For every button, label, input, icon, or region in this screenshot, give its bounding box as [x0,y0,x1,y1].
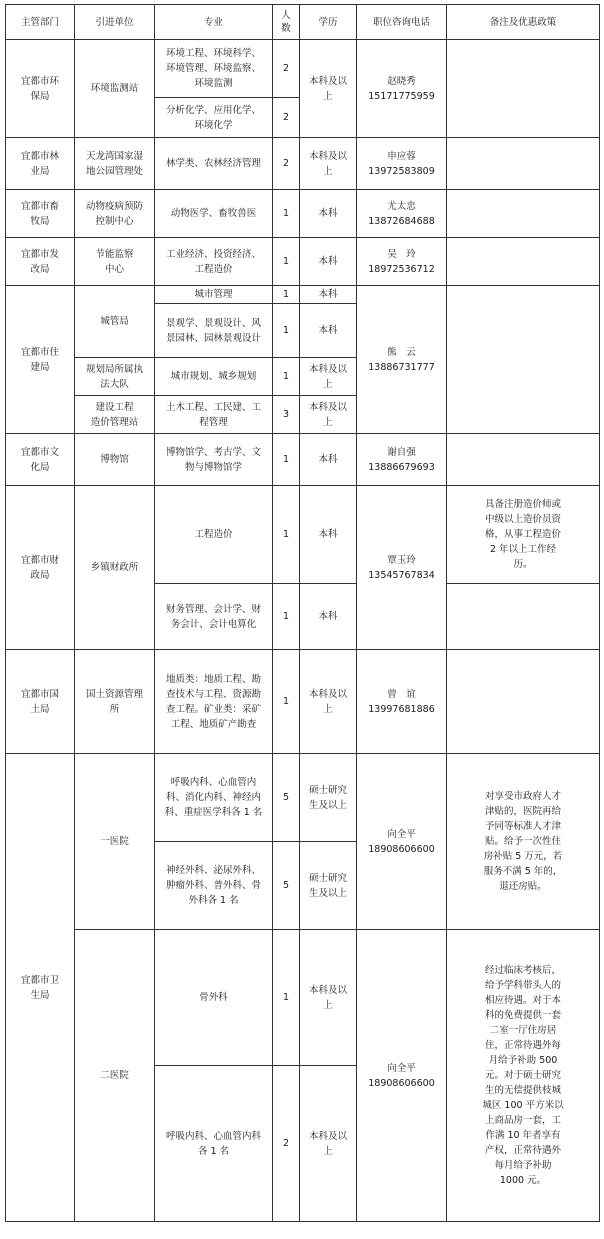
recruitment-table [5,4,600,1222]
edu-cell: 本科及以 上 [300,40,357,138]
edu-cell: 本科及以 上 [300,396,357,434]
note-cell [447,190,600,238]
edu-cell: 本科 [300,286,357,304]
phone-cell: 申应蓉 13972583809 [357,138,447,190]
edu-cell: 本科 [300,190,357,238]
note-cell [447,434,600,486]
dept-cell: 宜都市发 改局 [6,238,75,286]
major-cell: 分析化学、应用化学、 环境化学 [155,98,273,138]
major-cell: 林学类、农林经济管理 [155,138,273,190]
unit-cell: 二医院 [75,930,155,1222]
count-cell: 1 [273,434,300,486]
edu-cell: 硕士研究 生及以上 [300,842,357,930]
edu-cell: 本科及以 上 [300,138,357,190]
table-row [6,650,600,754]
unit-cell: 城管局 [75,286,155,358]
dept-cell: 宜都市环 保局 [6,40,75,138]
count-cell: 1 [273,304,300,358]
phone-cell: 向全平 18908606600 [357,754,447,930]
header-note: 备注及优惠政策 [447,5,600,40]
unit-cell: 动物疫病预防 控制中心 [75,190,155,238]
unit-cell: 博物馆 [75,434,155,486]
table-row [6,190,600,238]
unit-cell: 建设工程 造价管理站 [75,396,155,434]
edu-cell: 本科 [300,486,357,584]
major-cell: 骨外科 [155,930,273,1066]
major-cell: 工业经济、投资经济、 工程造价 [155,238,273,286]
count-cell: 1 [273,930,300,1066]
note-cell [447,286,600,434]
count-cell: 1 [273,190,300,238]
count-cell: 2 [273,138,300,190]
header-phone: 职位咨询电话 [357,5,447,40]
note-cell: 对享受市政府人才 津贴的，医院再给 予同等标准人才津 贴。给予一次性住 房补贴 5 万元，若 服务不满 5 年的， 退还房贴。 [447,754,600,930]
major-cell: 环境工程、环境科学、 环境管理、环境监察、 环境监测 [155,40,273,98]
count-cell: 1 [273,358,300,396]
major-cell: 景观学、景观设计、风 景园林、园林景观设计 [155,304,273,358]
count-cell: 2 [273,98,300,138]
note-cell [447,138,600,190]
count-cell: 1 [273,650,300,754]
unit-cell: 一医院 [75,754,155,930]
table-row [6,434,600,486]
major-cell: 博物馆学、考古学、文 物与博物馆学 [155,434,273,486]
edu-cell: 本科 [300,304,357,358]
edu-cell: 本科及以 上 [300,358,357,396]
major-cell: 动物医学、畜牧兽医 [155,190,273,238]
header-count: 人 数 [273,5,300,40]
count-cell: 5 [273,754,300,842]
dept-cell: 宜都市畜 牧局 [6,190,75,238]
note-cell: 具备注册造价师或 中级以上造价员资 格，从事工程造价 2 年以上工作经 历。 [447,486,600,584]
major-cell: 土木工程、工民建、工 程管理 [155,396,273,434]
header-edu: 学历 [300,5,357,40]
dept-cell: 宜都市文 化局 [6,434,75,486]
header-row [6,5,600,40]
table-row [6,754,600,842]
header-unit: 引进单位 [75,5,155,40]
count-cell: 2 [273,1066,300,1222]
edu-cell: 本科及以 上 [300,930,357,1066]
table-row [6,930,600,1066]
note-cell: 经过临床考核后， 给予学科带头人的 相应待遇。对于本 科的免费提供一套 二室一厅住房居 住，正常待遇外每 月给予补助 500 元。对于硕士研究 生的无偿提供枝城 城区 100 平方米以 上商品房一套，工 作满 10 年者享有 产权，正常待遇外 每月给予补助 1000 元。 [447,930,600,1222]
unit-cell: 规划局所属执 法大队 [75,358,155,396]
header-dept: 主管部门 [6,5,75,40]
edu-cell: 本科 [300,238,357,286]
major-cell: 城市管理 [155,286,273,304]
dept-cell: 宜都市林 业局 [6,138,75,190]
phone-cell: 熊 云 13886731777 [357,286,447,434]
dept-cell: 宜都市国 土局 [6,650,75,754]
count-cell: 1 [273,286,300,304]
dept-cell: 宜都市住 建局 [6,286,75,434]
edu-cell: 本科及以 上 [300,1066,357,1222]
phone-cell: 覃玉玲 13545767834 [357,486,447,650]
edu-cell: 本科及以 上 [300,650,357,754]
phone-cell: 吴 玲 18972536712 [357,238,447,286]
count-cell: 5 [273,842,300,930]
major-cell: 呼吸内科、心血管内 科、消化内科、神经内 科、重症医学科各 1 名 [155,754,273,842]
table-row [6,238,600,286]
edu-cell: 本科 [300,434,357,486]
phone-cell: 赵晓秀 15171775959 [357,40,447,138]
table-row [6,138,600,190]
edu-cell: 硕士研究 生及以上 [300,754,357,842]
major-cell: 财务管理、会计学、财 务会计、会计电算化 [155,584,273,650]
phone-cell: 曾 谊 13997681886 [357,650,447,754]
unit-cell: 乡镇财政所 [75,486,155,650]
unit-cell: 天龙湾国家湿 地公园管理处 [75,138,155,190]
note-cell [447,238,600,286]
major-cell: 城市规划、城乡规划 [155,358,273,396]
count-cell: 3 [273,396,300,434]
header-major: 专业 [155,5,273,40]
count-cell: 1 [273,486,300,584]
note-cell [447,584,600,650]
count-cell: 2 [273,40,300,98]
table-row [6,40,600,98]
phone-cell: 尤太忠 13872684688 [357,190,447,238]
unit-cell: 国土资源管理 所 [75,650,155,754]
phone-cell: 向全平 18908606600 [357,930,447,1222]
note-cell [447,40,600,138]
unit-cell: 环境监测站 [75,40,155,138]
count-cell: 1 [273,584,300,650]
unit-cell: 节能监察 中心 [75,238,155,286]
dept-cell: 宜都市财 政局 [6,486,75,650]
major-cell: 地质类：地质工程、勘 查技术与工程、资源勘 查工程。矿业类：采矿 工程、地质矿产勘查 [155,650,273,754]
table-row [6,486,600,584]
note-cell [447,650,600,754]
major-cell: 神经外科、泌尿外科、 肿瘤外科、普外科、骨 外科各 1 名 [155,842,273,930]
major-cell: 工程造价 [155,486,273,584]
count-cell: 1 [273,238,300,286]
edu-cell: 本科 [300,584,357,650]
dept-cell: 宜都市卫 生局 [6,754,75,1222]
phone-cell: 谢自强 13886679693 [357,434,447,486]
table-row [6,286,600,304]
major-cell: 呼吸内科、心血管内科 各 1 名 [155,1066,273,1222]
